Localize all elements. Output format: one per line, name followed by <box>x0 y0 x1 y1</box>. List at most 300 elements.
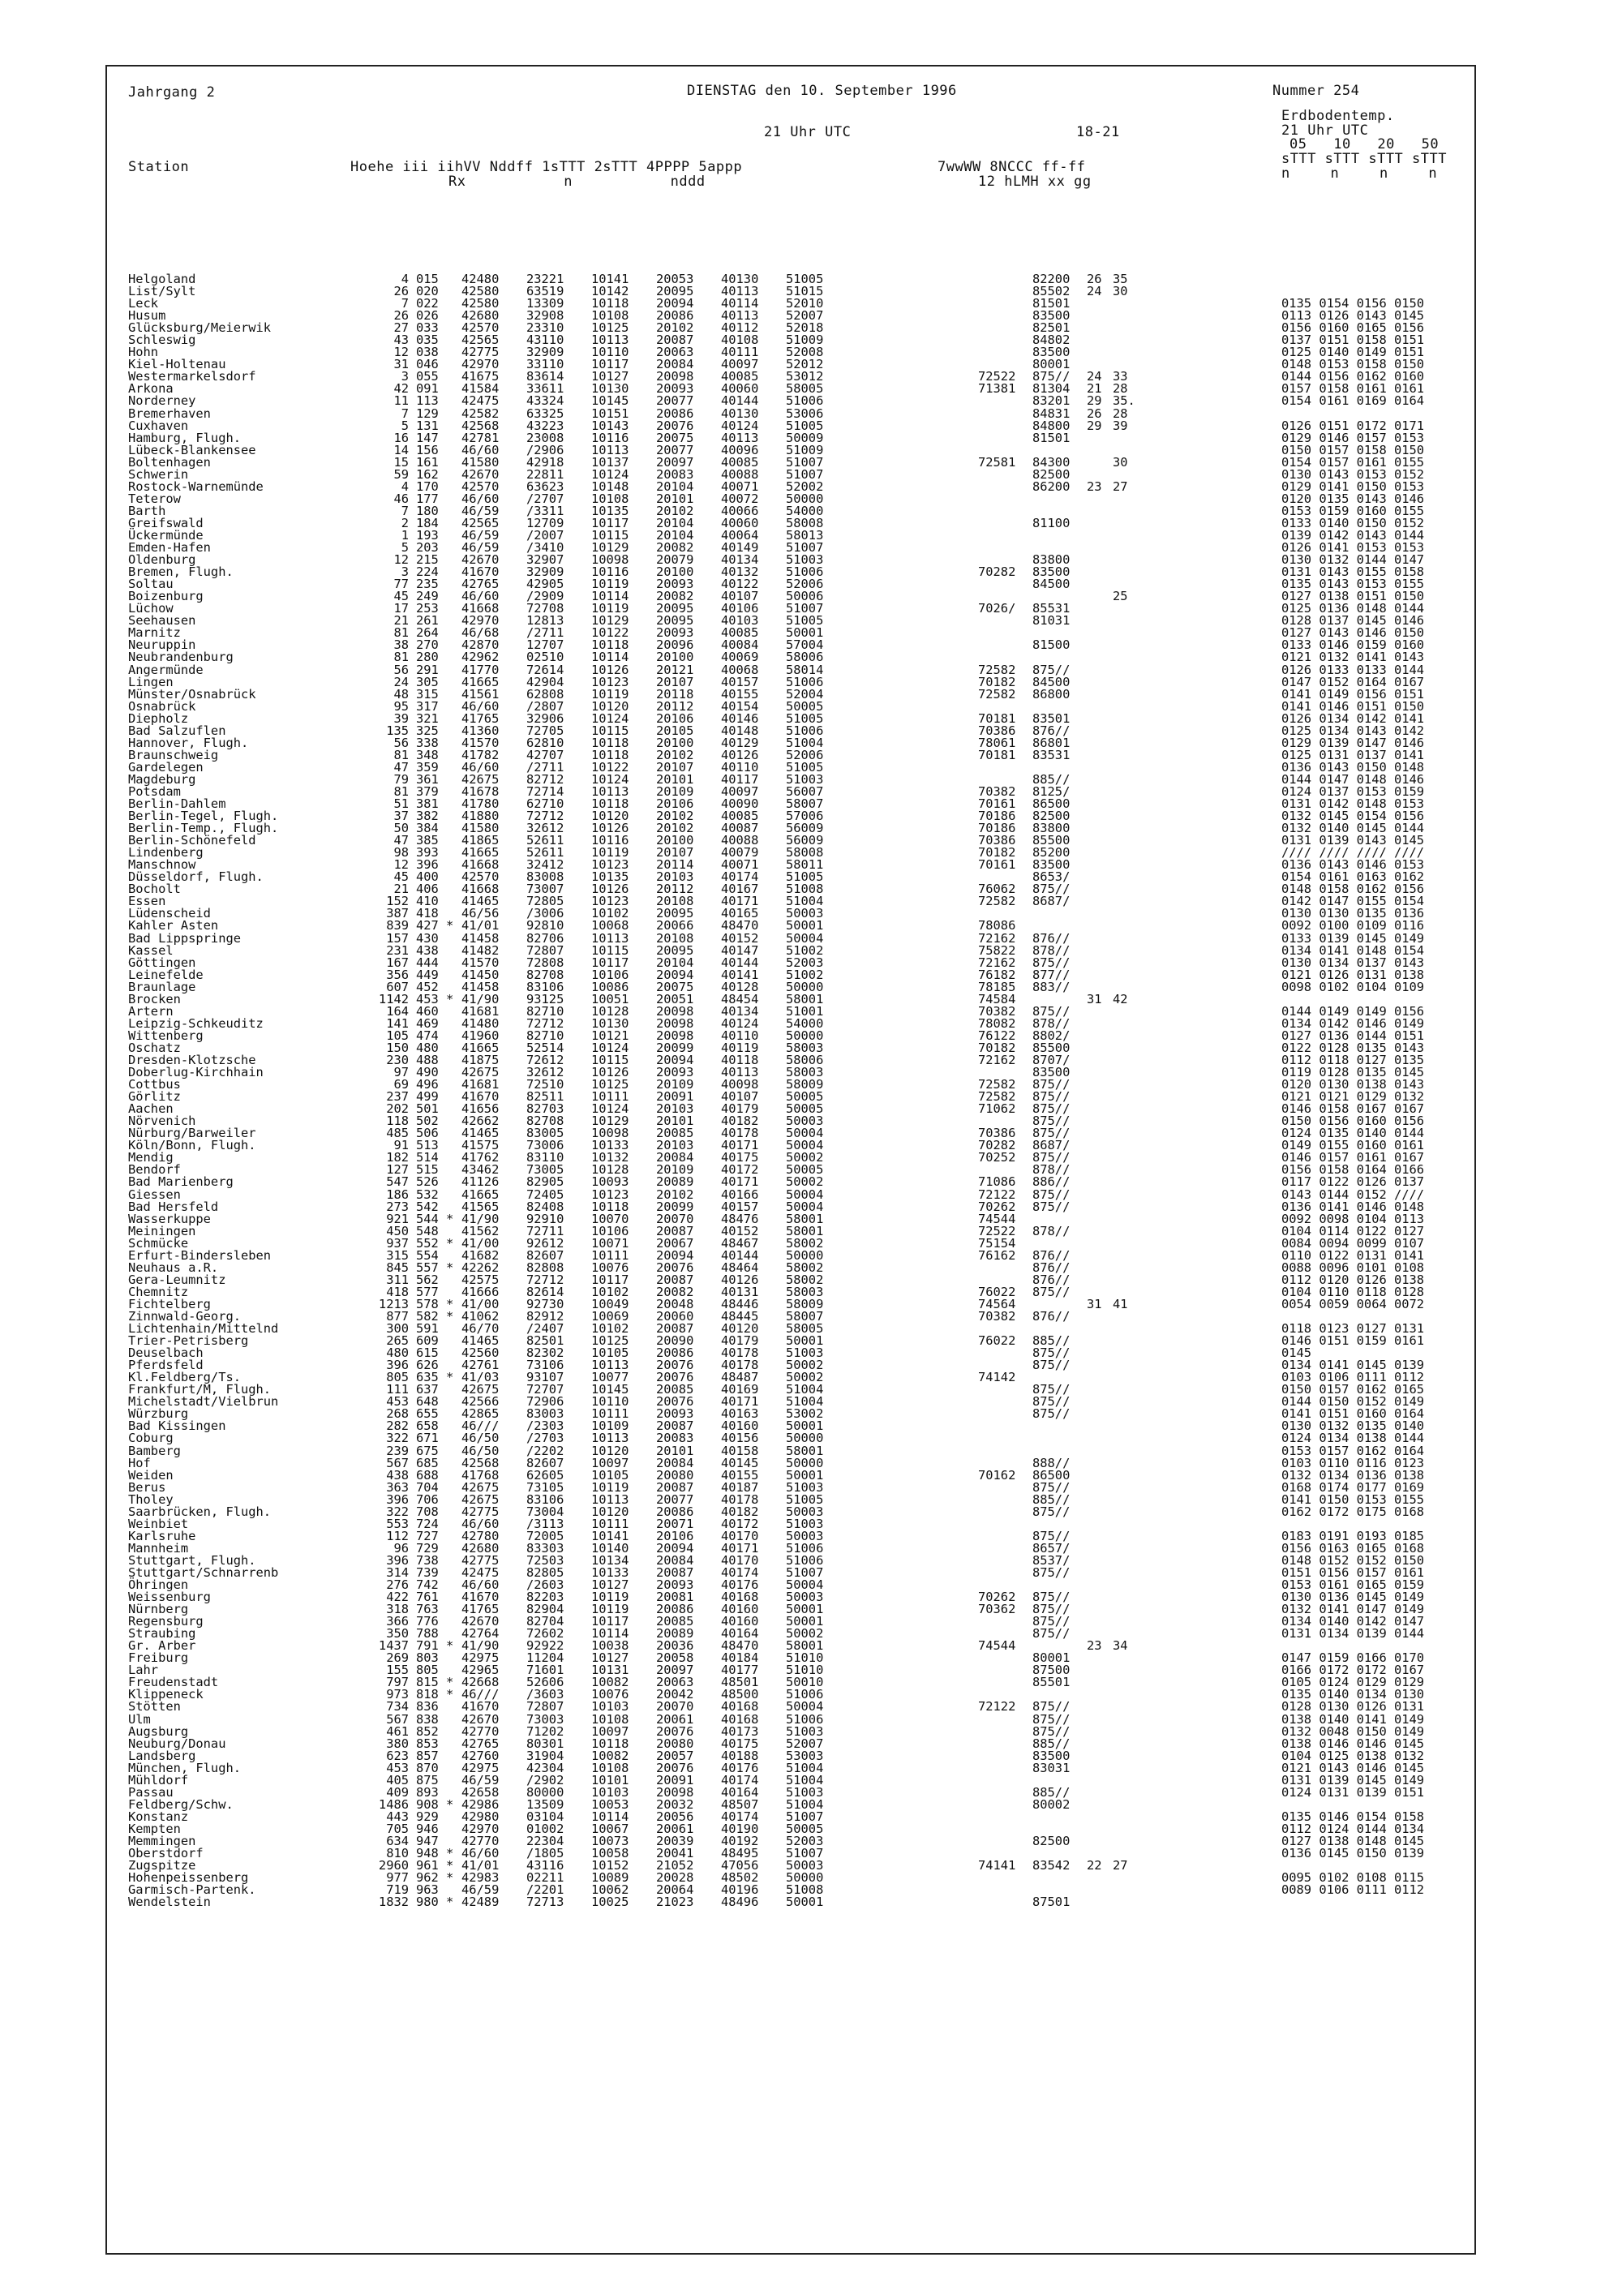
group-5appp: 50002 <box>786 1150 824 1165</box>
station-name: Münster/Osnabrück <box>128 686 256 702</box>
iihvv: 41865 <box>461 833 500 848</box>
station-name: Regensburg <box>128 1614 204 1629</box>
soil-temps: 0112 0124 0144 0134 <box>1281 1821 1425 1836</box>
group-2sttt: 20071 <box>656 1516 694 1531</box>
group-1sttt: 10111 <box>591 1406 629 1422</box>
group-8nccc: 875// <box>1032 1504 1071 1519</box>
group-4pppp: 40184 <box>721 1650 759 1666</box>
group-5appp: 58006 <box>786 650 824 665</box>
group-1sttt: 10141 <box>591 1528 629 1543</box>
group-2sttt: 20079 <box>656 552 694 568</box>
elevation: 167 <box>386 955 409 970</box>
station-index: 648 <box>416 1394 439 1410</box>
group-2sttt: 20101 <box>656 1443 694 1458</box>
nddff: 80000 <box>526 1784 564 1800</box>
group-2sttt: 20095 <box>656 906 694 921</box>
station-name: Augsburg <box>128 1723 189 1739</box>
gust-xx: 29 <box>1087 418 1102 433</box>
group-5appp: 52012 <box>786 357 824 372</box>
nddff: 72712 <box>526 1015 564 1031</box>
nddff: 82708 <box>526 967 564 982</box>
iihvv: 46/70 <box>461 1321 500 1337</box>
group-5appp: 50002 <box>786 1174 824 1190</box>
group-2sttt: 20094 <box>656 296 694 311</box>
group-4pppp: 40176 <box>721 1577 759 1593</box>
group-5appp: 51008 <box>786 882 824 897</box>
station-name: Manschnow <box>128 857 196 873</box>
elevation: 380 <box>386 1736 409 1751</box>
nddff: 23310 <box>526 320 564 336</box>
soil-temps: 0134 0140 0142 0147 <box>1281 1614 1425 1629</box>
nddff: 22304 <box>526 1834 564 1848</box>
station-index: 317 <box>416 698 439 714</box>
station-index: 908 <box>416 1796 439 1812</box>
station-name: Giessen <box>128 1187 181 1202</box>
group-8nccc: 875// <box>1032 1602 1071 1617</box>
nddff: 71202 <box>526 1723 564 1739</box>
group-4pppp: 40103 <box>721 613 759 629</box>
col-station-header: Station <box>128 159 190 175</box>
group-1sttt: 10093 <box>591 1174 629 1190</box>
group-5appp: 50003 <box>786 1114 824 1129</box>
group-1sttt: 10123 <box>591 894 629 909</box>
nddff: 43116 <box>526 1858 564 1873</box>
group-4pppp: 40152 <box>721 1223 759 1238</box>
group-2sttt: 20048 <box>656 1296 694 1311</box>
iihvv: 42580 <box>461 284 500 299</box>
iihvv: 46/59 <box>461 503 500 518</box>
group-8nccc: 86801 <box>1032 735 1071 750</box>
group-8nccc: 83800 <box>1032 821 1071 836</box>
station-name: Karlsruhe <box>128 1528 196 1543</box>
iihvv: 46/// <box>461 1418 500 1434</box>
soil-temps: 0121 0132 0141 0143 <box>1281 650 1425 665</box>
iihvv: 42975 <box>461 1760 500 1775</box>
group-2sttt: 20063 <box>656 1675 694 1690</box>
group-1sttt: 10123 <box>591 1187 629 1202</box>
soil-temps: 0146 0151 0159 0161 <box>1281 1333 1425 1349</box>
elevation: 46 <box>393 491 409 506</box>
group-5appp: 51003 <box>786 771 824 787</box>
iihvv: 42582 <box>461 406 500 421</box>
group-5appp: 50000 <box>786 1028 824 1043</box>
group-4pppp: 40170 <box>721 1528 759 1543</box>
group-2sttt: 20076 <box>656 1760 694 1775</box>
iihvv: 46/59 <box>461 540 500 556</box>
elevation: 366 <box>386 1614 409 1629</box>
station-name: Kl.Feldberg/Ts. <box>128 1370 241 1385</box>
soil-temps: 0132 0048 0150 0149 <box>1281 1723 1425 1739</box>
soil-temps: 0084 0094 0099 0107 <box>1281 1235 1425 1251</box>
group-8nccc: 82500 <box>1032 809 1071 824</box>
station-index: 452 <box>416 979 439 994</box>
group-1sttt: 10102 <box>591 1284 629 1299</box>
station-name: Bremerhaven <box>128 406 211 421</box>
group-4pppp: 40163 <box>721 1406 759 1422</box>
station-index: 655 <box>416 1406 439 1422</box>
group-2sttt: 20100 <box>656 650 694 665</box>
iihvv: 41665 <box>461 845 500 860</box>
group-2sttt: 20087 <box>656 1564 694 1580</box>
elevation: 45 <box>393 589 409 604</box>
elevation: 363 <box>386 1479 409 1495</box>
gust-xx: 26 <box>1087 272 1102 286</box>
soil-temps: 0121 0121 0129 0132 <box>1281 1089 1425 1105</box>
station-index: 554 <box>416 1247 439 1263</box>
nddff: 72807 <box>526 942 564 958</box>
group-4pppp: 40085 <box>721 625 759 641</box>
group-1sttt: 10148 <box>591 479 629 494</box>
elevation: 450 <box>386 1223 409 1238</box>
gust-xx: 26 <box>1087 406 1102 421</box>
elevation: 50 <box>393 821 409 836</box>
group-4pppp: 40188 <box>721 1748 759 1763</box>
iihvv: 41668 <box>461 857 500 873</box>
elevation: 1437 <box>378 1638 409 1654</box>
group-5appp: 52003 <box>786 1834 824 1848</box>
group-4pppp: 47056 <box>721 1858 759 1873</box>
station-index: 626 <box>416 1358 439 1373</box>
group-1sttt: 10110 <box>591 1394 629 1410</box>
group-2sttt: 20093 <box>656 1577 694 1593</box>
iihvv: 42680 <box>461 1540 500 1556</box>
group-1sttt: 10115 <box>591 723 629 738</box>
group-1sttt: 10101 <box>591 1772 629 1787</box>
nddff: /3311 <box>526 503 564 518</box>
iihvv: 41670 <box>461 1590 500 1605</box>
station-name: Artern <box>128 1003 174 1019</box>
elevation: 12 <box>393 857 409 873</box>
soil-temps: 0128 0130 0126 0131 <box>1281 1699 1425 1714</box>
station-index: 418 <box>416 906 439 921</box>
col-synop-subheader: 12 hLMH xx gg <box>978 174 1092 190</box>
group-8nccc: 875// <box>1032 1284 1071 1299</box>
nddff: /2703 <box>526 1431 564 1446</box>
station-index: 724 <box>416 1516 439 1531</box>
nddff: 82710 <box>526 1028 564 1043</box>
group-4pppp: 40182 <box>721 1504 759 1519</box>
soil-temps: 0122 0128 0135 0143 <box>1281 1040 1425 1055</box>
group-2sttt: 20118 <box>656 686 694 702</box>
soil-temps: 0125 0134 0143 0142 <box>1281 723 1425 738</box>
iihvv: 42983 <box>461 1870 500 1886</box>
group-2sttt: 20098 <box>656 1003 694 1019</box>
soil-temps: 0132 0134 0136 0138 <box>1281 1467 1425 1483</box>
group-4pppp: 40160 <box>721 1418 759 1434</box>
group-7wwww: 76062 <box>978 882 1016 897</box>
mountain-marker: * <box>446 1687 454 1702</box>
iihvv: 42775 <box>461 1504 500 1519</box>
station-name: Boltenhagen <box>128 454 211 470</box>
group-2sttt: 20083 <box>656 466 694 482</box>
group-5appp: 50003 <box>786 1858 824 1873</box>
group-5appp: 58002 <box>786 1272 824 1287</box>
iihvv: 41/00 <box>461 1235 500 1251</box>
group-5appp: 51003 <box>786 1516 824 1531</box>
station-name: Chemnitz <box>128 1284 189 1299</box>
group-5appp: 58009 <box>786 1077 824 1092</box>
nddff: 83008 <box>526 869 564 885</box>
iihvv: 41782 <box>461 747 500 762</box>
group-8nccc: 875// <box>1032 1345 1071 1361</box>
elevation: 311 <box>386 1272 409 1287</box>
group-5appp: 58001 <box>786 991 824 1006</box>
gust-gg: 34 <box>1113 1638 1128 1654</box>
iihvv: 41580 <box>461 821 500 836</box>
iihvv: 42570 <box>461 320 500 336</box>
iihvv: 41762 <box>461 1150 500 1165</box>
group-8nccc: 878// <box>1032 1162 1071 1178</box>
group-4pppp: 40060 <box>721 515 759 530</box>
station-index: 406 <box>416 882 439 897</box>
iihvv: 41/90 <box>461 1638 500 1654</box>
group-4pppp: 40060 <box>721 381 759 397</box>
group-5appp: 51003 <box>786 1345 824 1361</box>
group-1sttt: 10131 <box>591 1663 629 1678</box>
iihvv: 42575 <box>461 1272 500 1287</box>
group-4pppp: 40169 <box>721 1382 759 1397</box>
nddff: 83110 <box>526 1150 564 1165</box>
group-4pppp: 40160 <box>721 1602 759 1617</box>
nddff: 92612 <box>526 1235 564 1251</box>
station-index: 270 <box>416 637 439 653</box>
group-8nccc: 875// <box>1032 1614 1071 1629</box>
station-index: 321 <box>416 710 439 726</box>
group-5appp: 50001 <box>786 1602 824 1617</box>
soil-temps: 0132 0140 0145 0144 <box>1281 821 1425 836</box>
group-4pppp: 40148 <box>721 723 759 738</box>
group-7wwww: 7026/ <box>978 601 1016 616</box>
group-1sttt: 10117 <box>591 955 629 970</box>
soil-temps: 0120 0135 0143 0146 <box>1281 491 1425 506</box>
gust-gg: 41 <box>1113 1296 1128 1311</box>
station-index: 776 <box>416 1614 439 1629</box>
group-5appp: 51003 <box>786 1479 824 1495</box>
group-5appp: 51009 <box>786 333 824 348</box>
group-8nccc: 84802 <box>1032 333 1071 348</box>
soil-temp-depths: 05 10 20 50 <box>1289 136 1440 152</box>
elevation: 79 <box>393 771 409 787</box>
nddff: 31904 <box>526 1748 564 1763</box>
group-4pppp: 40113 <box>721 284 759 299</box>
station-index: 038 <box>416 345 439 360</box>
group-2sttt: 20107 <box>656 845 694 860</box>
group-2sttt: 20099 <box>656 1199 694 1214</box>
group-1sttt: 10117 <box>591 357 629 372</box>
mountain-marker: * <box>446 991 454 1006</box>
station-index: 515 <box>416 1162 439 1178</box>
group-4pppp: 40098 <box>721 1077 759 1092</box>
elevation: 12 <box>393 552 409 568</box>
group-4pppp: 40196 <box>721 1882 759 1898</box>
station-name: Bad Lippspringe <box>128 930 241 946</box>
nddff: 83003 <box>526 1406 564 1422</box>
elevation: 438 <box>386 1467 409 1483</box>
group-4pppp: 40172 <box>721 1162 759 1178</box>
group-2sttt: 20083 <box>656 1431 694 1446</box>
nddff: 12709 <box>526 515 564 530</box>
group-7wwww: 71381 <box>978 381 1016 397</box>
nddff: 83106 <box>526 1491 564 1507</box>
group-4pppp: 40119 <box>721 1040 759 1055</box>
soil-temps: 0183 0191 0193 0185 <box>1281 1528 1425 1543</box>
soil-temps: 0138 0146 0146 0145 <box>1281 1736 1425 1751</box>
soil-temps: 0156 0158 0164 0166 <box>1281 1162 1425 1178</box>
group-5appp: 50004 <box>786 1187 824 1202</box>
station-index: 671 <box>416 1431 439 1446</box>
soil-temps: 0131 0142 0148 0153 <box>1281 796 1425 812</box>
group-7wwww: 74141 <box>978 1858 1016 1873</box>
group-2sttt: 20086 <box>656 1602 694 1617</box>
group-4pppp: 48495 <box>721 1846 759 1861</box>
station-name: Hamburg, Flugh. <box>128 430 241 445</box>
group-5appp: 50004 <box>786 1699 824 1714</box>
group-1sttt: 10119 <box>591 1590 629 1605</box>
nddff: 73106 <box>526 1358 564 1373</box>
group-2sttt: 20112 <box>656 882 694 897</box>
soil-temps: 0150 0157 0162 0165 <box>1281 1382 1425 1397</box>
station-index: 382 <box>416 809 439 824</box>
group-2sttt: 20084 <box>656 1150 694 1165</box>
gust-xx: 21 <box>1087 381 1102 397</box>
group-8nccc: 84800 <box>1032 418 1071 433</box>
group-8nccc: 875// <box>1032 1699 1071 1714</box>
station-name: Klippeneck <box>128 1687 204 1702</box>
soil-temps: 0133 0140 0150 0152 <box>1281 515 1425 530</box>
group-4pppp: 48454 <box>721 991 759 1006</box>
station-name: Osnabrück <box>128 698 196 714</box>
group-7wwww: 72522 <box>978 1223 1016 1238</box>
group-8nccc: 8802/ <box>1032 1028 1071 1043</box>
station-name: Ückermünde <box>128 527 204 543</box>
station-index: 962 <box>416 1870 439 1886</box>
iihvv: 42560 <box>461 1345 500 1361</box>
station-index: 393 <box>416 845 439 860</box>
group-1sttt: 10122 <box>591 759 629 775</box>
elevation: 734 <box>386 1699 409 1714</box>
iihvv: 46/59 <box>461 1882 500 1898</box>
nddff: 62810 <box>526 735 564 750</box>
elevation: 97 <box>393 1065 409 1080</box>
group-2sttt: 20076 <box>656 1260 694 1275</box>
iihvv: 41/90 <box>461 991 500 1006</box>
soil-temps: 0112 0120 0126 0138 <box>1281 1272 1425 1287</box>
nddff: 72707 <box>526 1382 564 1397</box>
elevation: 810 <box>386 1846 409 1861</box>
station-index: 836 <box>416 1699 439 1714</box>
gust-xx: 31 <box>1087 991 1102 1006</box>
station-name: Meiningen <box>128 1223 196 1238</box>
elevation: 43 <box>393 333 409 348</box>
iihvv: 46/60 <box>461 1516 500 1531</box>
group-7wwww: 70262 <box>978 1199 1016 1214</box>
station-name: Arkona <box>128 381 174 397</box>
group-1sttt: 10120 <box>591 809 629 824</box>
group-1sttt: 10135 <box>591 869 629 885</box>
iihvv: 46/50 <box>461 1431 500 1446</box>
group-5appp: 58009 <box>786 1296 824 1311</box>
nddff: 12707 <box>526 637 564 653</box>
elevation: 405 <box>386 1772 409 1787</box>
group-1sttt: 10098 <box>591 1126 629 1141</box>
group-7wwww: 70182 <box>978 1040 1016 1055</box>
soil-temps: 0136 0145 0150 0139 <box>1281 1846 1425 1861</box>
elevation: 21 <box>393 613 409 629</box>
group-5appp: 51009 <box>786 442 824 457</box>
station-name: Gr. Arber <box>128 1638 196 1654</box>
group-8nccc: 83201 <box>1032 393 1071 409</box>
nddff: 73003 <box>526 1711 564 1727</box>
group-4pppp: 48487 <box>721 1370 759 1385</box>
group-1sttt: 10123 <box>591 674 629 689</box>
elevation: 202 <box>386 1101 409 1117</box>
station-name: Freudenstadt <box>128 1675 219 1690</box>
station-index: 305 <box>416 674 439 689</box>
iihvv: 42675 <box>461 771 500 787</box>
group-4pppp: 40166 <box>721 1187 759 1202</box>
elevation: 26 <box>393 308 409 324</box>
iihvv: 46/// <box>461 1687 500 1702</box>
group-5appp: 50004 <box>786 1577 824 1593</box>
group-2sttt: 20084 <box>656 1455 694 1470</box>
station-name: Öhringen <box>128 1577 189 1593</box>
group-1sttt: 10133 <box>591 1564 629 1580</box>
elevation: 1486 <box>378 1796 409 1812</box>
iihvv: 42675 <box>461 1491 500 1507</box>
group-8nccc: 876// <box>1032 723 1071 738</box>
group-1sttt: 10116 <box>591 833 629 848</box>
station-name: Angermünde <box>128 662 204 677</box>
iihvv: 42675 <box>461 1479 500 1495</box>
group-8nccc: 878// <box>1032 1223 1071 1238</box>
soil-temps: 0156 0160 0165 0156 <box>1281 320 1425 336</box>
station-name: Trier-Petrisberg <box>128 1333 249 1349</box>
elevation: 15 <box>393 454 409 470</box>
group-7wwww: 70362 <box>978 1602 1016 1617</box>
station-index: 460 <box>416 1003 439 1019</box>
group-1sttt: 10097 <box>591 1723 629 1739</box>
nddff: /3006 <box>526 906 564 921</box>
group-2sttt: 20061 <box>656 1821 694 1836</box>
elevation: 396 <box>386 1358 409 1373</box>
iihvv: 41665 <box>461 1187 500 1202</box>
group-1sttt: 10126 <box>591 882 629 897</box>
group-4pppp: 40168 <box>721 1711 759 1727</box>
soil-temps: 0129 0139 0147 0146 <box>1281 735 1425 750</box>
group-1sttt: 10069 <box>591 1308 629 1324</box>
group-8nccc: 875// <box>1032 1199 1071 1214</box>
group-2sttt: 20032 <box>656 1796 694 1812</box>
group-8nccc: 875// <box>1032 1394 1071 1410</box>
elevation: 350 <box>386 1626 409 1642</box>
soil-temps: 0127 0143 0146 0150 <box>1281 625 1425 641</box>
group-2sttt: 20056 <box>656 1809 694 1824</box>
group-8nccc: 81501 <box>1032 430 1071 445</box>
group-2sttt: 20097 <box>656 454 694 470</box>
group-4pppp: 40155 <box>721 686 759 702</box>
group-1sttt: 10113 <box>591 333 629 348</box>
nddff: 02211 <box>526 1870 564 1886</box>
nddff: 01002 <box>526 1821 564 1836</box>
group-1sttt: 10120 <box>591 698 629 714</box>
group-1sttt: 10145 <box>591 1382 629 1397</box>
group-2sttt: 20086 <box>656 308 694 324</box>
station-index: 264 <box>416 625 439 641</box>
group-8nccc: 875// <box>1032 1089 1071 1105</box>
soil-temps: 0141 0146 0151 0150 <box>1281 698 1425 714</box>
group-4pppp: 40079 <box>721 845 759 860</box>
group-8nccc: 80002 <box>1032 1796 1071 1812</box>
